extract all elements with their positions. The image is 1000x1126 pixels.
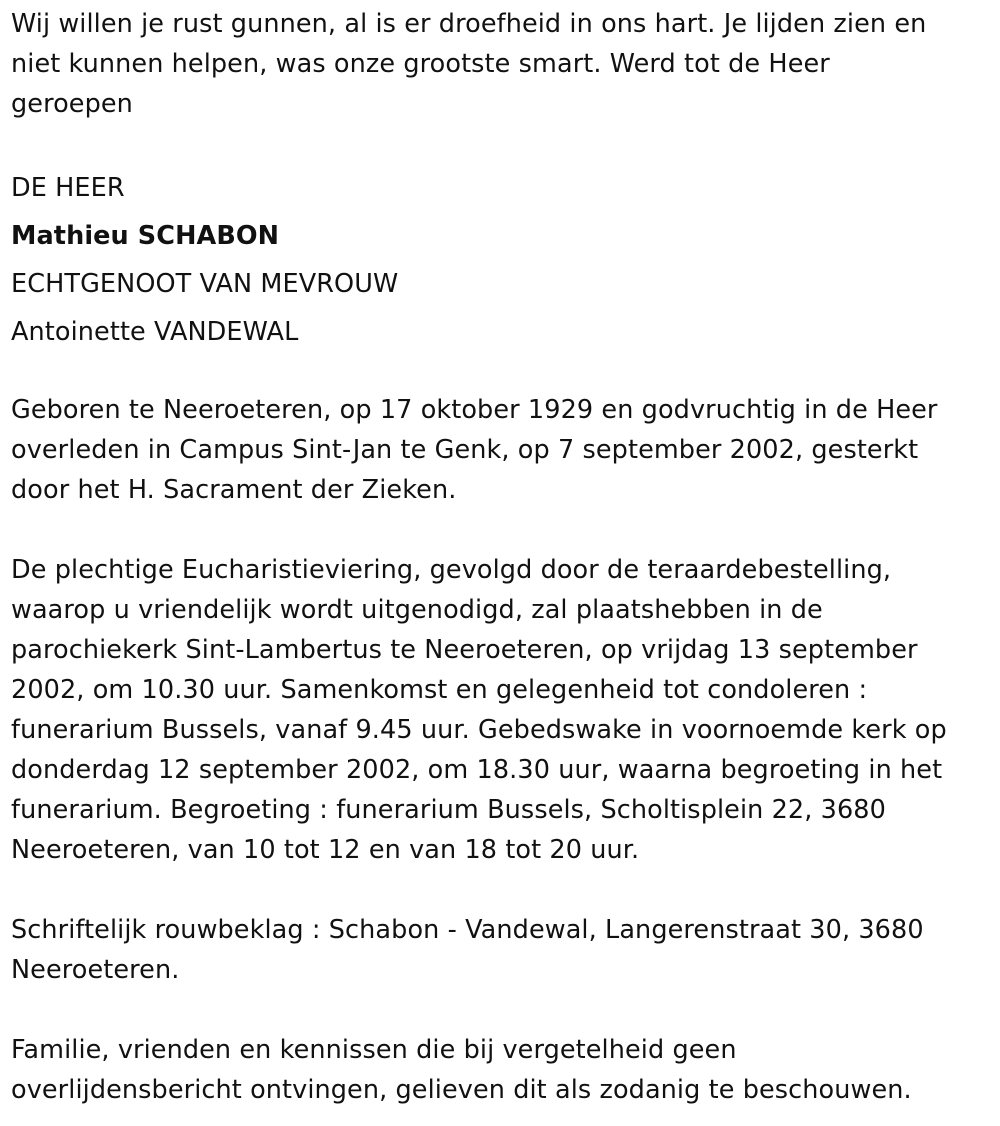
birth-death-paragraph bbox=[11, 390, 986, 510]
condolences-paragraph bbox=[11, 910, 986, 990]
deceased-name: Mathieu SCHABON bbox=[11, 221, 280, 251]
deceased-title: DE HEER bbox=[11, 173, 125, 203]
ceremony-line: De plechtige Eucharistieviering, gevolgd door de teraardebestelling, bbox=[11, 555, 892, 585]
ceremony-line: funerarium. Begroeting : funerarium Bussels, Scholtisplein 22, 3680 bbox=[11, 795, 886, 825]
obituary-document bbox=[11, 4, 986, 1110]
intro-line: Wij willen je rust gunnen, al is er droefheid in ons hart. Je lijden zien en bbox=[11, 9, 927, 39]
ceremony-line: Neeroeteren, van 10 tot 12 en van 18 tot 20 uur. bbox=[11, 835, 640, 865]
ceremony-paragraph bbox=[11, 550, 986, 870]
closing-paragraph bbox=[11, 1030, 986, 1110]
birth-death-line: door het H. Sacrament der Zieken. bbox=[11, 475, 457, 505]
intro-paragraph bbox=[11, 4, 986, 124]
condolences-line: Schriftelijk rouwbeklag : Schabon - Vandewal, Langerenstraat 30, 3680 bbox=[11, 915, 924, 945]
birth-death-line: Geboren te Neeroeteren, op 17 oktober 1929 en godvruchtig in de Heer bbox=[11, 395, 938, 425]
birth-death-line: overleden in Campus Sint-Jan te Genk, op 7 september 2002, gesterkt bbox=[11, 435, 919, 465]
closing-line: Familie, vrienden en kennissen die bij vergetelheid geen bbox=[11, 1035, 737, 1065]
spouse-name: Antoinette VANDEWAL bbox=[11, 317, 299, 347]
deceased-block bbox=[11, 164, 986, 356]
ceremony-line: parochiekerk Sint-Lambertus te Neeroeteren, op vrijdag 13 september bbox=[11, 635, 918, 665]
ceremony-line: donderdag 12 september 2002, om 18.30 uur, waarna begroeting in het bbox=[11, 755, 943, 785]
ceremony-line: waarop u vriendelijk wordt uitgenodigd, zal plaatshebben in de bbox=[11, 595, 823, 625]
closing-line: overlijdensbericht ontvingen, gelieven dit als zodanig te beschouwen. bbox=[11, 1075, 912, 1105]
intro-line: geroepen bbox=[11, 89, 133, 119]
condolences-line: Neeroeteren. bbox=[11, 955, 180, 985]
intro-line: niet kunnen helpen, was onze grootste smart. Werd tot de Heer bbox=[11, 49, 830, 79]
ceremony-line: 2002, om 10.30 uur. Samenkomst en gelegenheid tot condoleren : bbox=[11, 675, 868, 705]
ceremony-line: funerarium Bussels, vanaf 9.45 uur. Gebedswake in voornoemde kerk op bbox=[11, 715, 947, 745]
deceased-relation: ECHTGENOOT VAN MEVROUW bbox=[11, 269, 399, 299]
